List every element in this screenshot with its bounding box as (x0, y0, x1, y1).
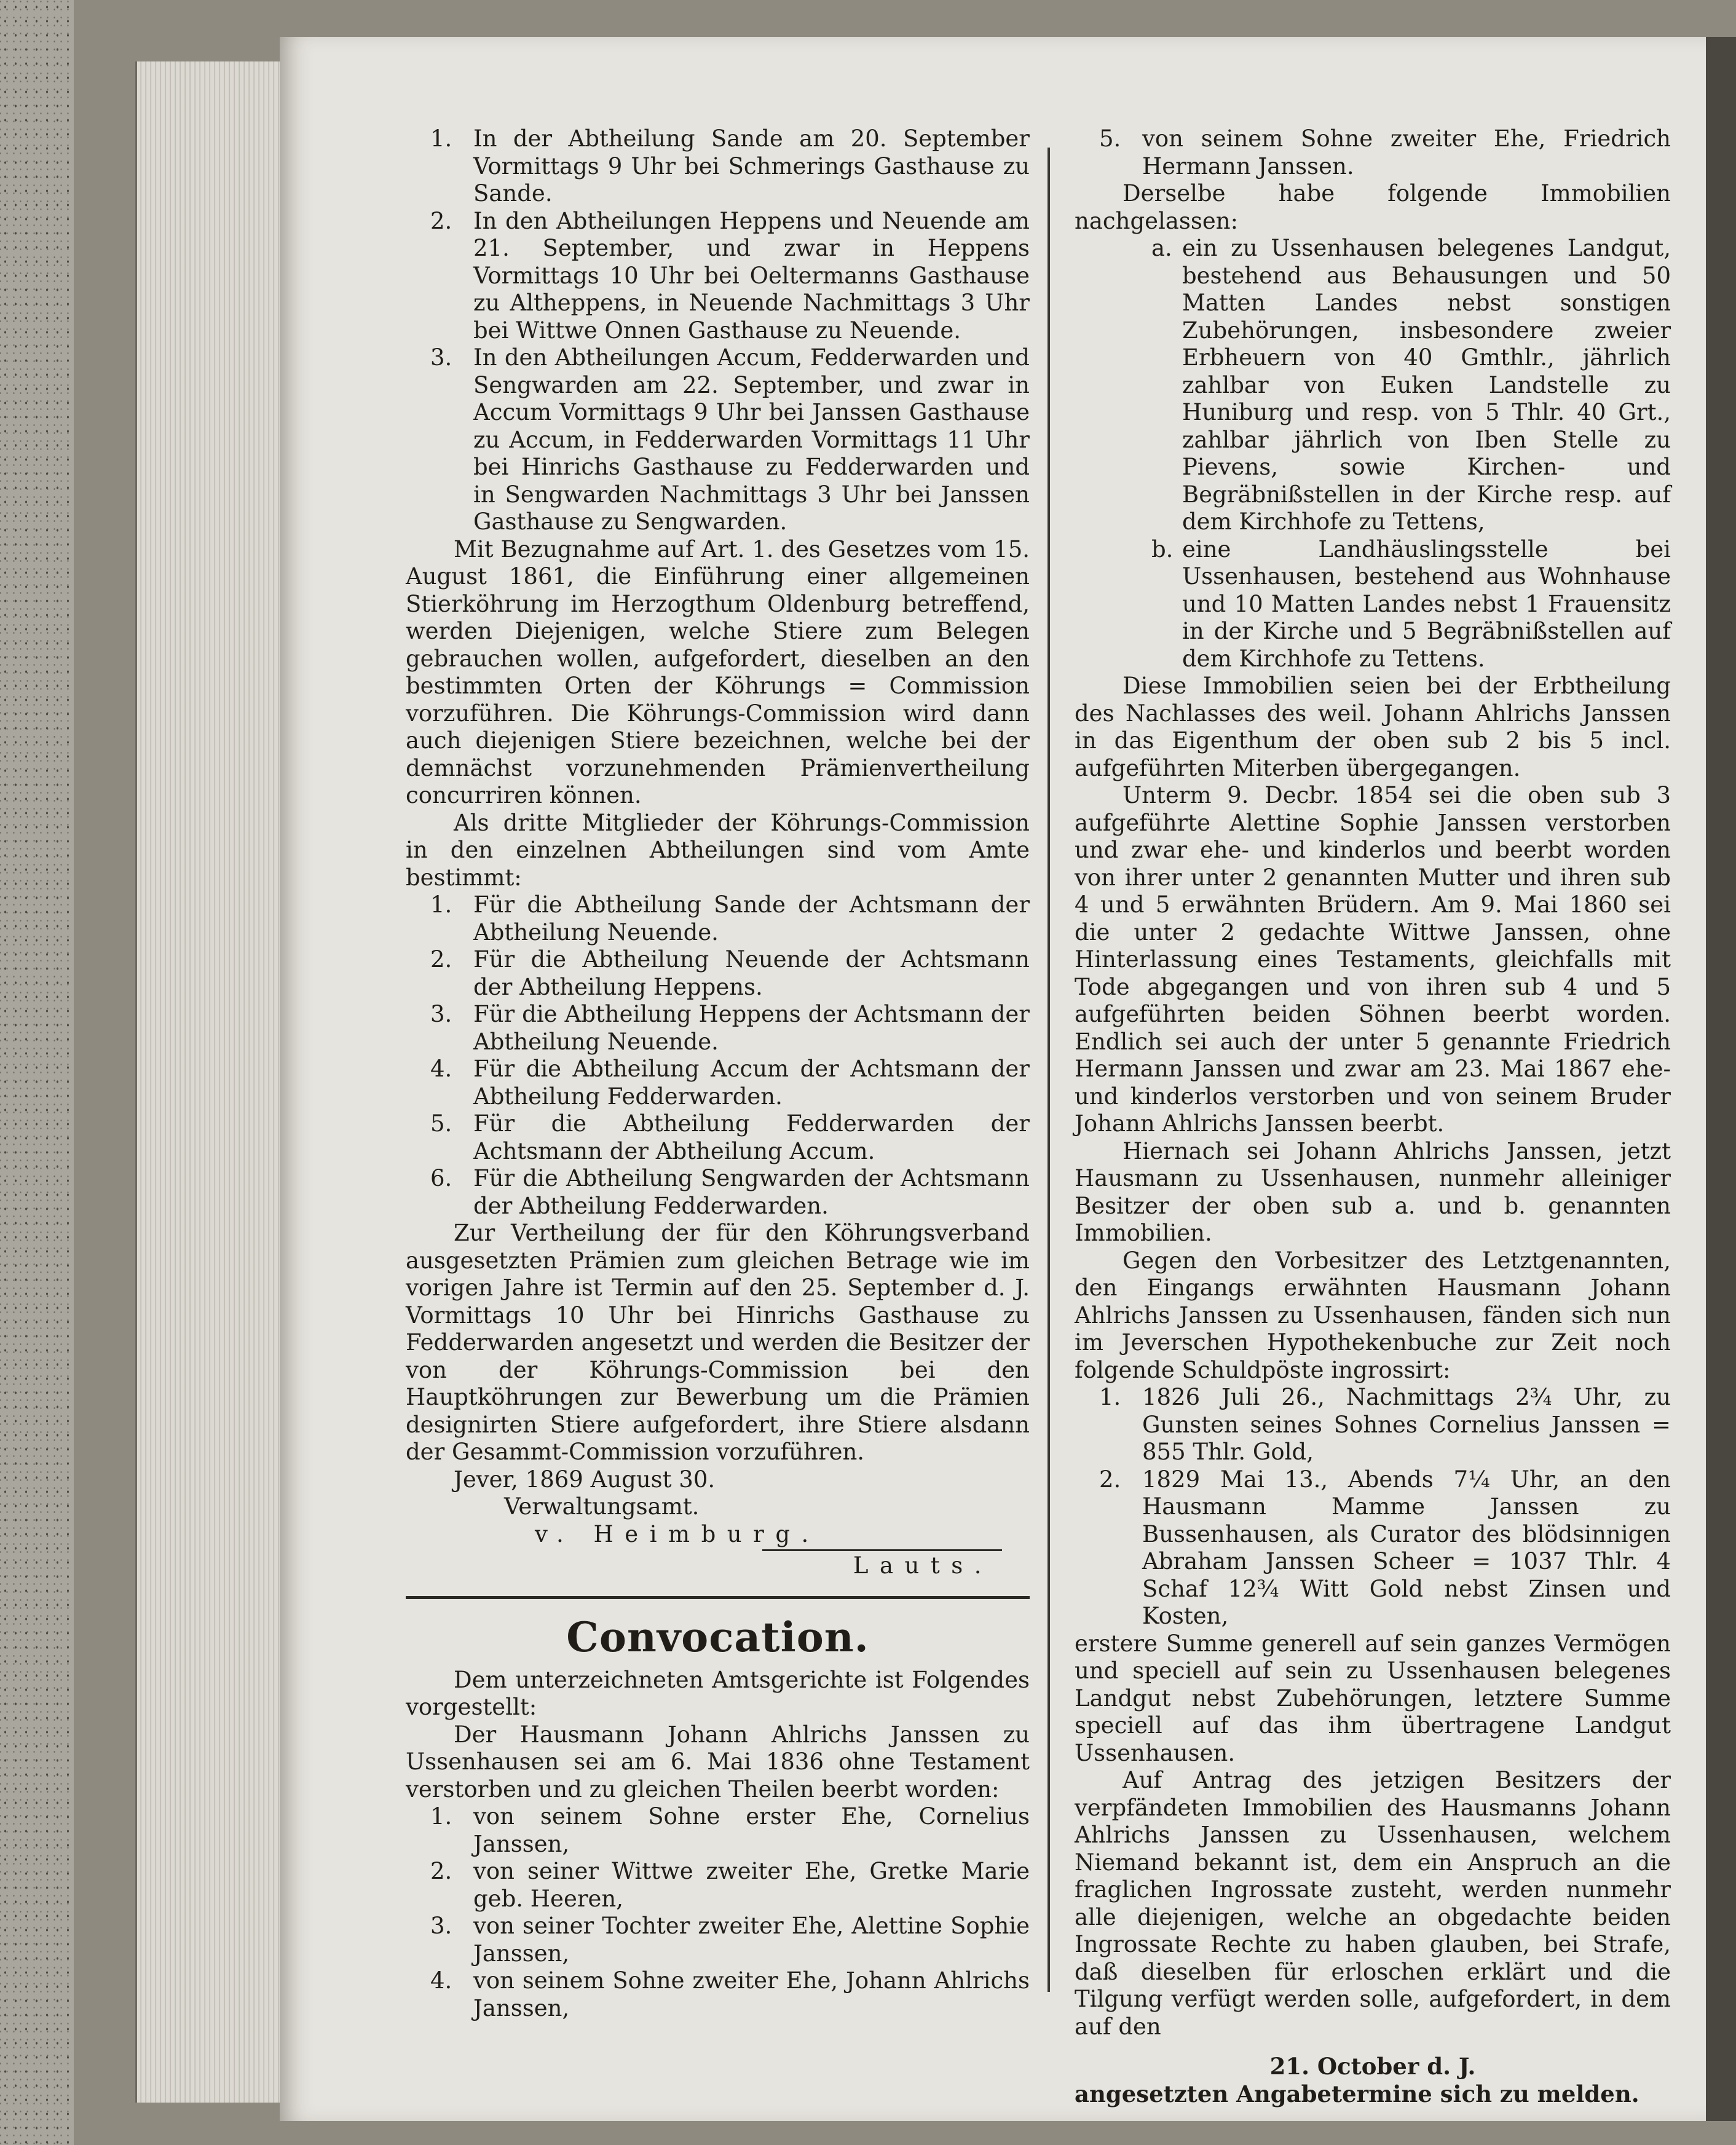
list-item: 1. Für die Abtheilung Sande der Achtsmann der Abtheilung Neuende. (430, 891, 1030, 946)
paragraph-immobilien: Derselbe habe folgende Immobilien nachgelassen: (1075, 180, 1671, 234)
counter-signature: Lauts. (853, 1552, 993, 1579)
list-item: 3. Für die Abtheilung Heppens der Achtsmann der Abtheilung Neuende. (430, 1001, 1030, 1055)
paragraph-hausmann: Der Hausmann Johann Ahlrichs Janssen zu Ussenhausen sei am 6. Mai 1836 ohne Testament verstorben und zu gleichen Theilen beerbt worden: (406, 1721, 1030, 1803)
paragraph-mitglieder: Als dritte Mitglieder der Köhrungs-Commission in den einzelnen Abtheilungen sind vom Amte bestimmt: (406, 809, 1030, 891)
estate-list (1075, 235, 1671, 673)
book-cover-edge (0, 0, 74, 2145)
signature-rule (762, 1549, 1002, 1551)
list-item: 4. von seinem Sohne zweiter Ehe, Johann Ahlrichs Janssen, (430, 1967, 1030, 2021)
paragraph-hiernach: Hiernach sei Johann Ahlrichs Janssen, jetzt Hausmann zu Ussenhausen, nunmehr alleiniger Besitzer der oben sub a. und b. genannten Immobilien. (1075, 1137, 1671, 1246)
heirs-list (406, 1803, 1030, 2022)
column-divider-rule (1048, 148, 1050, 1992)
right-column (1075, 125, 1671, 2107)
left-column (406, 125, 1030, 2022)
paragraph-intro: Dem unterzeichneten Amtsgerichte ist Folgendes vorgestellt: (406, 1666, 1030, 1720)
session-list (406, 125, 1030, 536)
list-item: 1. In der Abtheilung Sande am 20. September Vormittags 9 Uhr bei Schmerings Gasthause zu Sande. (430, 125, 1030, 207)
page-stack-edges (135, 61, 291, 2103)
list-item: 4. Für die Abtheilung Accum der Achtsmann der Abtheilung Fedderwarden. (430, 1056, 1030, 1110)
scan-background-right (1706, 37, 1736, 2121)
members-list (406, 891, 1030, 1220)
list-item: 3. In den Abtheilungen Accum, Fedderwarden und Sengwarden am 22. September, und zwar in Accum Vormittags 9 Uhr bei Janssen Gasthause zu Accum, in Fedderwarden Vormittags 11 Uhr bei Hinrichs Gasthause zu Fedderwarden und in Sengwarden Nachmittags 3 Uhr bei Janssen Gasthause zu Sengwarden. (430, 344, 1030, 535)
list-item: 5. von seinem Sohne zweiter Ehe, Friedrich Hermann Janssen. (1099, 125, 1671, 180)
section-divider (406, 1596, 1030, 1599)
paragraph-erbtheilung: Diese Immobilien seien bei der Erbtheilung des Nachlasses des weil. Johann Ahlrichs Janssen in das Eigenthum der oben sub 2 bis 5 incl. aufgeführten Miterben übergegangen. (1075, 673, 1671, 781)
list-item: 6. Für die Abtheilung Sengwarden der Achtsmann der Abtheilung Fedderwarden. (430, 1165, 1030, 1219)
list-item: 5. Für die Abtheilung Fedderwarden der Achtsmann der Abtheilung Accum. (430, 1110, 1030, 1164)
list-item: 3. von seiner Tochter zweiter Ehe, Alettine Sophie Janssen, (430, 1913, 1030, 1967)
list-item: 2. Für die Abtheilung Neuende der Achtsmann der Abtheilung Heppens. (430, 946, 1030, 1000)
paragraph-praemien: Zur Vertheilung der für den Köhrungsverband ausgesetzten Prämien zum gleichen Betrage wie im vorigen Jahre ist Termin auf den 25. September d. J. Vormittags 10 Uhr bei Hinrichs Gasthause zu Fedderwarden angesetzt und werden die Besitzer der von der Köhrungs-Commission bei den Hauptköhrungen zur Bewerbung um die Prämien designirten Stiere aufgefordert, ihre Stiere alsdann der Gesammt-Commission vorzuführen. (406, 1220, 1030, 1465)
list-item: 2. In den Abtheilungen Heppens und Neuende am 21. September, und zwar in Heppens Vormittags 10 Uhr bei Oeltermanns Gasthause zu Altheppens, in Neuende Nachmittags 3 Uhr bei Wittwe Onnen Gasthause zu Neuende. (430, 207, 1030, 344)
paragraph-gegen: Gegen den Vorbesitzer des Letztgenannten, den Eingangs erwähnten Hausmann Johann Ahlrichs Janssen zu Ussenhausen, fänden sich nun im Jeverschen Hypothekenbuche zur Zeit noch folgende Schuldpöste ingrossirt: (1075, 1247, 1671, 1383)
termin-date: 21. October d. J. (1269, 2053, 1476, 2080)
paragraph-unterm: Unterm 9. Decbr. 1854 sei die oben sub 3 aufgeführte Alettine Sophie Janssen verstorben und zwar ehe- und kinderlos und beerbt worden von ihrer unter 2 genannten Mutter und ihren sub 4 und 5 erwähnten Brüdern. Am 9. Mai 1860 sei die unter 2 gedachte Wittwe Janssen, ohne Hinterlassung eines Testaments, gleichfalls mit Tode abgegangen und von ihren sub 4 und 5 aufgeführten beiden Söhnen beerbt worden. Endlich sei auch der unter 5 genannte Friedrich Hermann Janssen und zwar am 23. Mai 1867 ehe- und kinderlos verstorben und von seinem Bruder Johann Ahlrichs Janssen beerbt. (1075, 782, 1671, 1137)
list-item: a. ein zu Ussenhausen belegenes Landgut, bestehend aus Behausungen und 50 Matten Landes nebst sonstigen Zubehörungen, insbesondere zweier Erbheuern von 40 Gmthlr., jährlich zahlbar von Euken Landstelle zu Huniburg und resp. von 5 Thlr. 40 Grt., zahlbar jährlich von Iben Stelle zu Pievens, sowie Kirchen- und Begräbnißstellen in der Kirche resp. auf dem Kirchhofe zu Tettens, (1151, 235, 1671, 535)
list-item: 1. 1826 Juli 26., Nachmittags 2¾ Uhr, zu Gunsten seines Sohnes Cornelius Janssen = 855 Thlr. Gold, (1099, 1384, 1671, 1465)
list-item: 2. von seiner Wittwe zweiter Ehe, Gretke Marie geb. Heeren, (430, 1858, 1030, 1912)
dateline: Jever, 1869 August 30. (454, 1466, 716, 1493)
list-item: b. eine Landhäuslingsstelle bei Ussenhausen, bestehend aus Wohnhause und 10 Matten Landes nebst 1 Frauensitz in der Kirche und 5 Begräbnißstellen auf dem Kirchhofe zu Tettens. (1151, 535, 1671, 672)
issuing-authority: Verwaltungsamt. (504, 1493, 700, 1520)
debts-list (1075, 1384, 1671, 1630)
signature: v. Heimburg. (535, 1520, 820, 1547)
paragraph-erstere: erstere Summe generell auf sein ganzes Vermögen und speciell auf sein zu Ussenhausen belegenes Landgut nebst Zubehörungen, letztere Summe speciell auf das ihm übertragene Landgut Ussenhausen. (1075, 1630, 1671, 1766)
closing-line: angesetzten Angabetermine sich zu melden. (1075, 2080, 1639, 2107)
list-item: 2. 1829 Mai 13., Abends 7¼ Uhr, an den Hausmann Mamme Janssen zu Bussenhausen, als Curator des blödsinnigen Abraham Janssen Scheer = 1037 Thlr. 4 Schaf 12¾ Witt Gold nebst Zinsen und Kosten, (1099, 1466, 1671, 1629)
paragraph-bezugnahme: Mit Bezugnahme auf Art. 1. des Gesetzes vom 15. August 1861, die Einführung einer allgemeinen Stierköhrung im Herzogthum Oldenburg betreffend, werden Diejenigen, welche Stiere zum Belegen gebrauchen wollen, aufgefordert, dieselben an den bestimmten Orten der Köhrungs = Commission vorzuführen. Die Köhrungs-Commission wird dann auch diejenigen Stiere bezeichnen, welche bei der demnächst vorzunehmenden Prämienvertheilung concurriren können. (406, 535, 1030, 808)
list-item: 1. von seinem Sohne erster Ehe, Cornelius Janssen, (430, 1803, 1030, 1857)
section-heading: Convocation. (566, 1613, 869, 1661)
paragraph-antrag: Auf Antrag des jetzigen Besitzers der verpfändeten Immobilien des Hausmanns Johann Ahlrichs Janssen zu Ussenhausen, welchem Niemand bekannt ist, dem ein Anspruch an die fraglichen Ingrossate zusteht, werden nunmehr alle diejenigen, welche an obgedachte beiden Ingrossate Rechte zu haben glauben, bei Strafe, daß dieselben für erloschen erklärt und die Tilgung verfügt werden solle, aufgefordert, in dem auf den (1075, 1767, 1671, 2040)
